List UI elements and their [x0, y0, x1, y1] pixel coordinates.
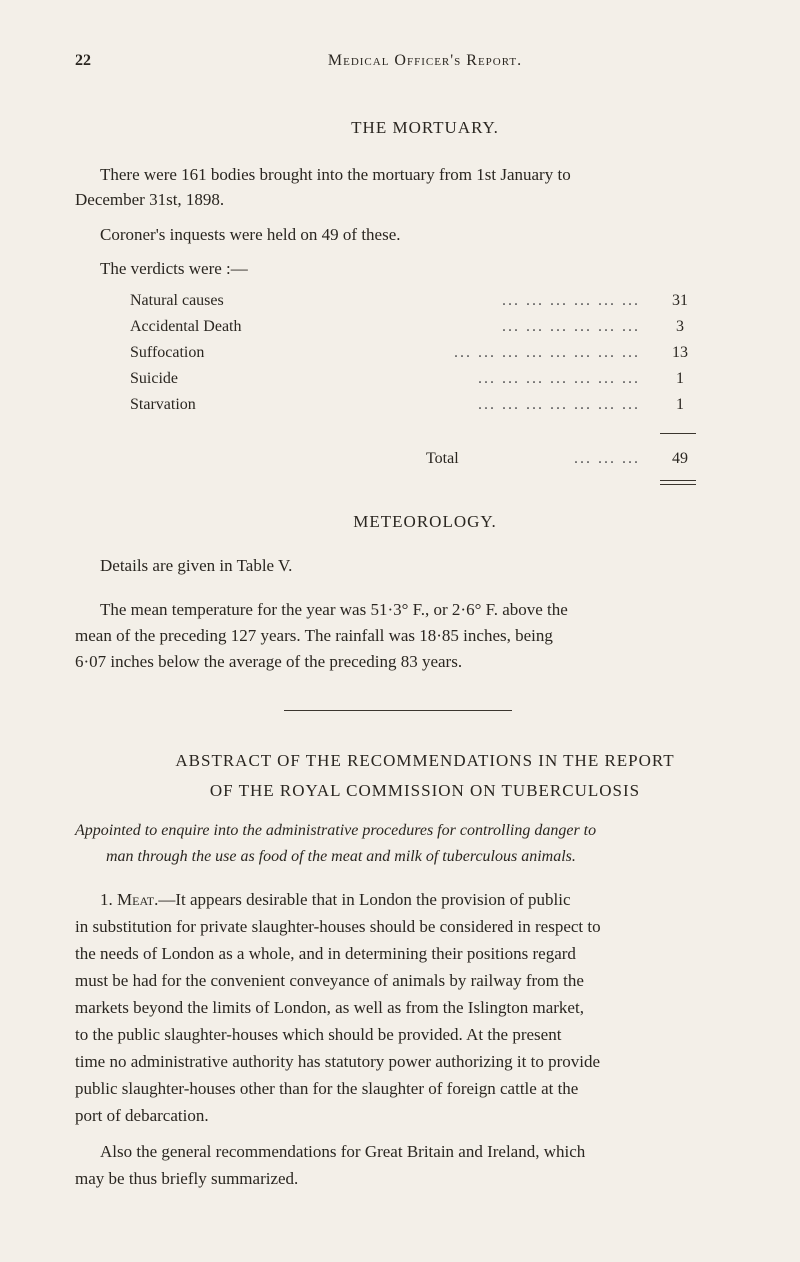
- meteorology-para1: Details are given in Table V.: [100, 556, 293, 575]
- abstract-subtitle-line2: man through the use as food of the meat and milk of tuberculous animals.: [106, 848, 576, 865]
- total-row: [130, 450, 700, 476]
- running-head: Medical Officer's Report.: [327, 52, 523, 69]
- total-rule-top: [660, 433, 696, 434]
- meat-line-first: [100, 890, 571, 910]
- meteorology-para2-line3: 6·07 inches below the average of the preceding 83 years.: [75, 652, 463, 671]
- leader-dots: ... ... ... ... ... ... ...: [478, 370, 640, 387]
- page-number: 22: [75, 52, 91, 69]
- mortuary-heading: THE MORTUARY.: [351, 118, 499, 137]
- leader-dots: ... ... ... ... ... ... ...: [478, 396, 640, 413]
- verdict-label: Suicide: [130, 370, 178, 387]
- verdict-row: [130, 370, 700, 396]
- verdict-label: Accidental Death: [130, 318, 242, 335]
- abstract-heading-line1: ABSTRACT OF THE RECOMMENDATIONS IN THE REPORT: [175, 751, 675, 770]
- verdict-value: 1: [676, 396, 684, 413]
- verdict-row: [130, 396, 700, 422]
- leader-dots: ... ... ...: [574, 450, 640, 467]
- total-label: Total: [426, 450, 459, 467]
- leader-dots: ... ... ... ... ... ...: [502, 318, 640, 335]
- abstract-heading-line2: OF THE ROYAL COMMISSION ON TUBERCULOSIS: [209, 781, 641, 800]
- verdict-label: Suffocation: [130, 344, 205, 361]
- verdict-label: Natural causes: [130, 292, 224, 309]
- meat-line: —It appears desirable that in London the provision of public: [158, 890, 571, 909]
- meat-line: public slaughter-houses other than for the slaughter of foreign cattle at the: [75, 1079, 579, 1098]
- final-para-line1: Also the general recommendations for Great Britain and Ireland, which: [100, 1142, 586, 1161]
- verdict-row: [130, 292, 700, 318]
- verdict-value: 1: [676, 370, 684, 387]
- mortuary-para1-line1: There were 161 bodies brought into the mortuary from 1st January to: [100, 165, 571, 184]
- verdict-row: [130, 318, 700, 344]
- section-divider: [284, 710, 512, 711]
- abstract-subtitle-line1: Appointed to enquire into the administrative procedures for controlling danger to: [75, 822, 597, 839]
- total-rule-bottom-1: [660, 480, 696, 481]
- meat-lead: 1. Meat.: [100, 890, 159, 909]
- mortuary-para1-line2: December 31st, 1898.: [75, 190, 225, 209]
- meat-line: markets beyond the limits of London, as well as from the Islington market,: [75, 998, 584, 1017]
- total-value: 49: [672, 450, 688, 467]
- meat-line: the needs of London as a whole, and in determining their positions regard: [75, 944, 576, 963]
- meteorology-para2-line1: The mean temperature for the year was 51·3° F., or 2·6° F. above the: [100, 600, 568, 619]
- final-para-line2: may be thus briefly summarized.: [75, 1169, 299, 1188]
- verdict-value: 31: [672, 292, 688, 309]
- total-rule-bottom-2: [660, 484, 696, 485]
- mortuary-para3: The verdicts were :—: [100, 259, 248, 278]
- meteorology-para2-line2: mean of the preceding 127 years. The rainfall was 18·85 inches, being: [75, 626, 553, 645]
- meat-line: port of debarcation.: [75, 1106, 209, 1125]
- leader-dots: ... ... ... ... ... ... ... ...: [454, 344, 640, 361]
- page-header: [75, 52, 775, 76]
- meat-line: must be had for the convenient conveyance of animals by railway from the: [75, 971, 584, 990]
- meat-line: to the public slaughter-houses which should be provided. At the present: [75, 1025, 562, 1044]
- leader-dots: ... ... ... ... ... ...: [502, 292, 640, 309]
- verdict-label: Starvation: [130, 396, 196, 413]
- meat-line: in substitution for private slaughter-houses should be considered in respect to: [75, 917, 601, 936]
- meteorology-heading: METEOROLOGY.: [353, 512, 497, 531]
- verdict-value: 13: [672, 344, 688, 361]
- meat-line: time no administrative authority has statutory power authorizing it to provide: [75, 1052, 600, 1071]
- mortuary-para2: Coroner's inquests were held on 49 of these.: [100, 225, 401, 244]
- verdict-row: [130, 344, 700, 370]
- verdict-value: 3: [676, 318, 684, 335]
